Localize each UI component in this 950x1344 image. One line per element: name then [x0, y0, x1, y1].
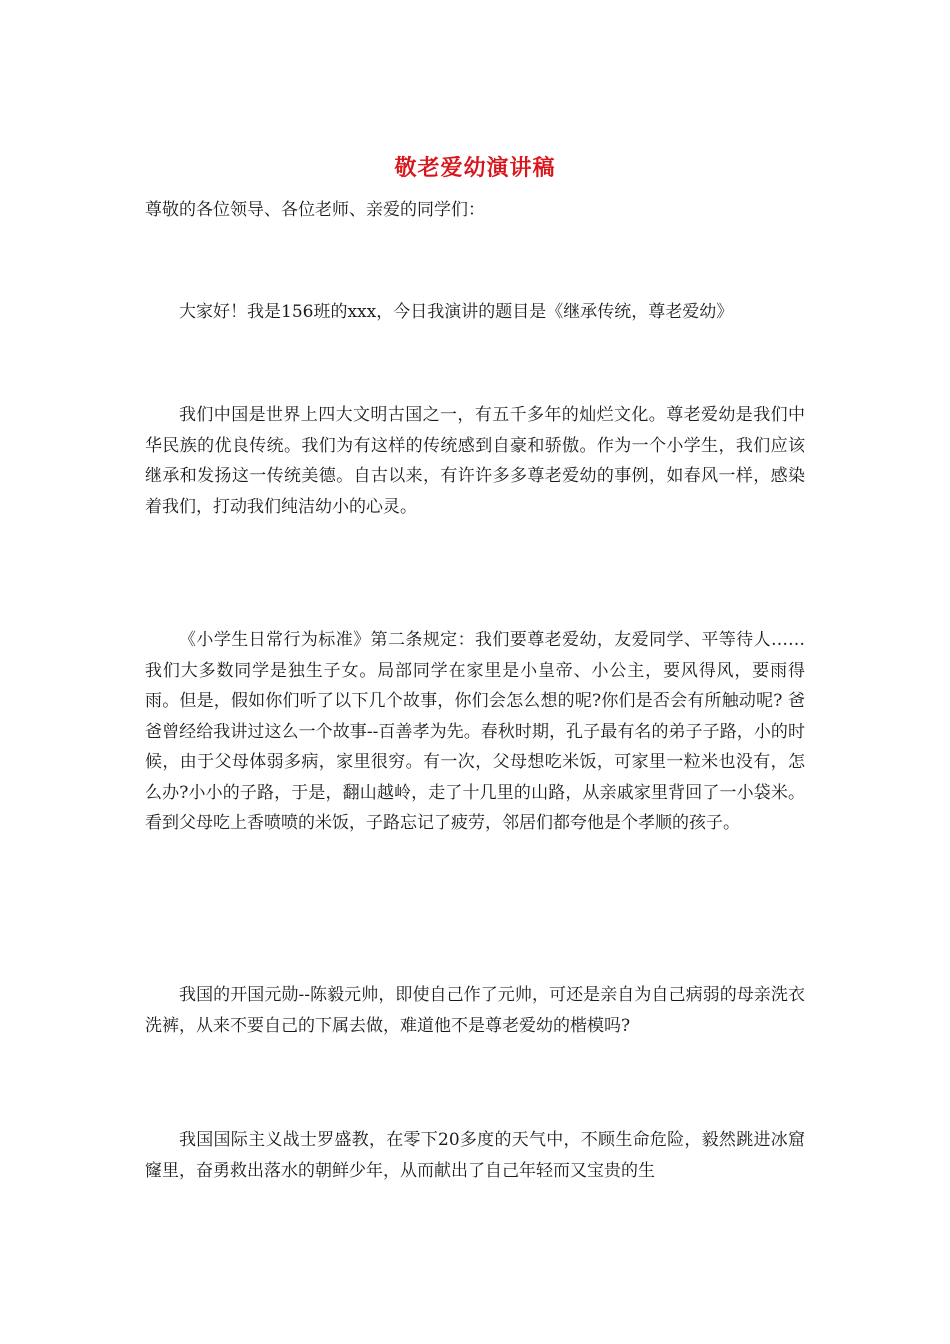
document-title: 敬老爱幼演讲稿 [394, 155, 556, 181]
salutation: 尊敬的各位领导、各位老师、亲爱的同学们： [145, 200, 485, 220]
paragraph-tradition: 我们中国是世界上四大文明古国之一，有五千多年的灿烂文化。尊老爱幼是我们中华民族的优良传统。我们为有这样的传统感到自豪和骄傲。作为一个小学生，我们应该继承和发扬这一传统美德。自古以来，有许许多多尊老爱幼的事例，如春风一样，感染着我们，打动我们纯洁幼小的心灵。 [145, 405, 805, 517]
paragraph-chenyi: 我国的开国元勋--陈毅元帅，即使自己作了元帅，可还是亲自为自己病弱的母亲洗衣洗裤，从来不要自己的下属去做，难道他不是尊老爱幼的楷模吗? [145, 985, 805, 1036]
paragraph-luoshengjiao: 我国国际主义战士罗盛教，在零下20多度的天气中，不顾生命危险，毅然跳进冰窟窿里，奋勇救出落水的朝鲜少年，从而献出了自己年轻而又宝贵的生 [145, 1130, 805, 1181]
paragraph-zilu-story: 《小学生日常行为标准》第二条规定：我们要尊老爱幼，友爱同学、平等待人…… 我们大多数同学是独生子女。局部同学在家里是小皇帝、小公主，要风得风，要雨得雨。但是，假如你们听了以下几个故事，你们会怎么想的呢?你们是否会有所触动呢? 爸爸曾经给我讲过这么一个故事--百善孝为先。春秋时期，孔子最有名的弟子子路，小的时候，由于父母体弱多病，家里很穷。有一次，父母想吃米饭，可家里一粒米也没有，怎么办?小小的子路，于是，翻山越岭，走了十几里的山路，从亲戚家里背回了一小袋米。看到父母吃上香喷喷的米饭，子路忘记了疲劳，邻居们都夸他是个孝顺的孩子。 [145, 630, 805, 833]
paragraph-intro: 大家好！我是156班的xxx，今日我演讲的题目是《继承传统，尊老爱幼》 [179, 302, 734, 322]
